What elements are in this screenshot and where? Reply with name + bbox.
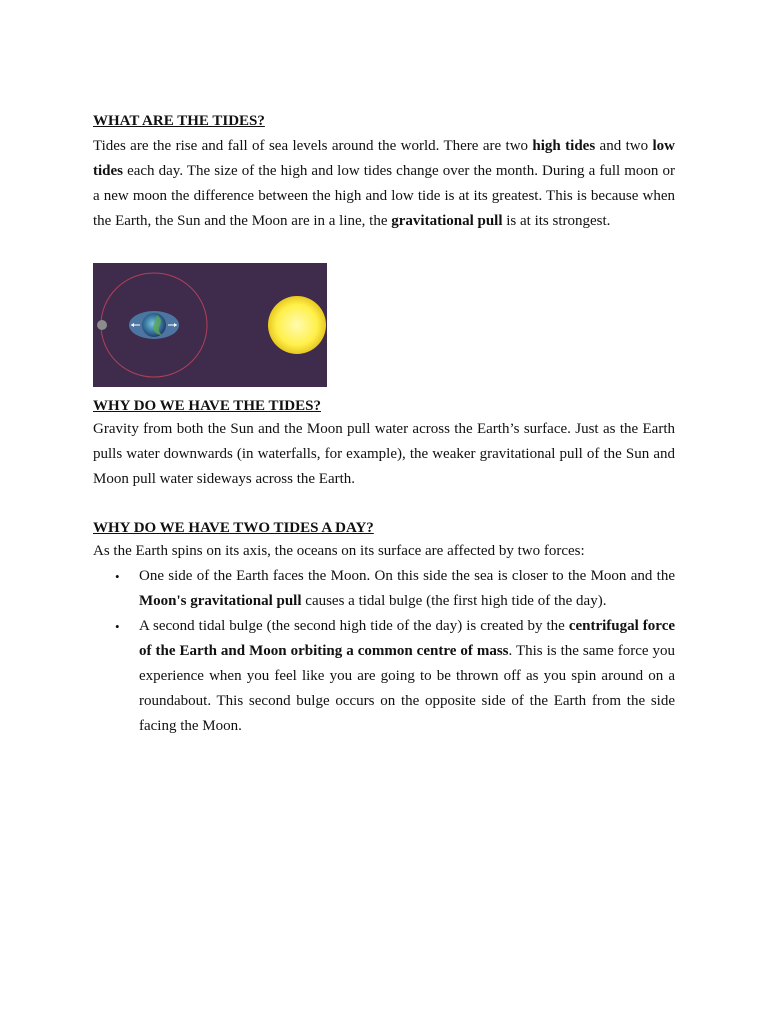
document-page — [93, 110, 675, 739]
text-run: is at its strongest. — [502, 213, 611, 229]
section-heading-two-tides-a-day: WHY DO WE HAVE TWO TIDES A DAY? — [93, 520, 374, 536]
bold-term-gravitational-pull: gravitational pull — [391, 213, 503, 229]
text-run: One side of the Earth faces the Moon. On this side the sea is closer to the Moon and the — [139, 568, 675, 584]
section-heading-why-tides: WHY DO WE HAVE THE TIDES? — [93, 398, 321, 414]
bullet-icon: • — [115, 619, 120, 634]
text-run: causes a tidal bulge (the first high tide of the day). — [301, 593, 607, 609]
text-run: and two — [595, 138, 653, 154]
paragraph-what-are-tides — [93, 134, 675, 234]
tides-diagram-image — [93, 263, 327, 387]
text-run: . This is the same force you experience when you feel like you are going to be thrown off as you spin around on a roundabout. This second bulge occurs on the opposite side of the Earth from the side facing the Moon. — [139, 643, 676, 734]
list-item — [93, 614, 675, 739]
bold-term-high-tides: high tides — [532, 138, 596, 154]
bold-term-moons-gravitational-pull: Moon's gravitational pull — [139, 593, 302, 609]
text-run: Tides are the rise and fall of sea levels around the world. There are two — [93, 138, 533, 154]
text-run: each day. The size of the high and low tides change over the month. During a full moon or a new moon the difference between the high and low tide is at its greatest. This is because when the Earth, the Sun and the Moon are in a line, the — [93, 163, 675, 229]
section-heading-what-are-tides: WHAT ARE THE TIDES? — [93, 113, 265, 129]
bullet-icon: • — [115, 569, 120, 584]
paragraph-two-tides-intro: As the Earth spins on its axis, the oceans on its surface are affected by two forces: — [93, 543, 585, 559]
sun — [268, 296, 326, 354]
list-item — [93, 564, 675, 614]
forces-bullet-list — [93, 564, 675, 739]
bold-term-centrifugal-force: centrifugal force of the Earth and Moon orbiting a common centre of mass — [139, 618, 676, 659]
text-run: A second tidal bulge (the second high tide of the day) is created by the — [139, 618, 569, 634]
paragraph-why-tides: Gravity from both the Sun and the Moon pull water across the Earth’s surface. Just as the Earth pulls water downwards (in waterfalls, for example), the weaker gravitational pull of the Sun and Moon pull water sideways across the Earth. — [93, 421, 675, 487]
moon — [97, 320, 107, 330]
bold-term-low-tides: low tides — [93, 138, 675, 179]
